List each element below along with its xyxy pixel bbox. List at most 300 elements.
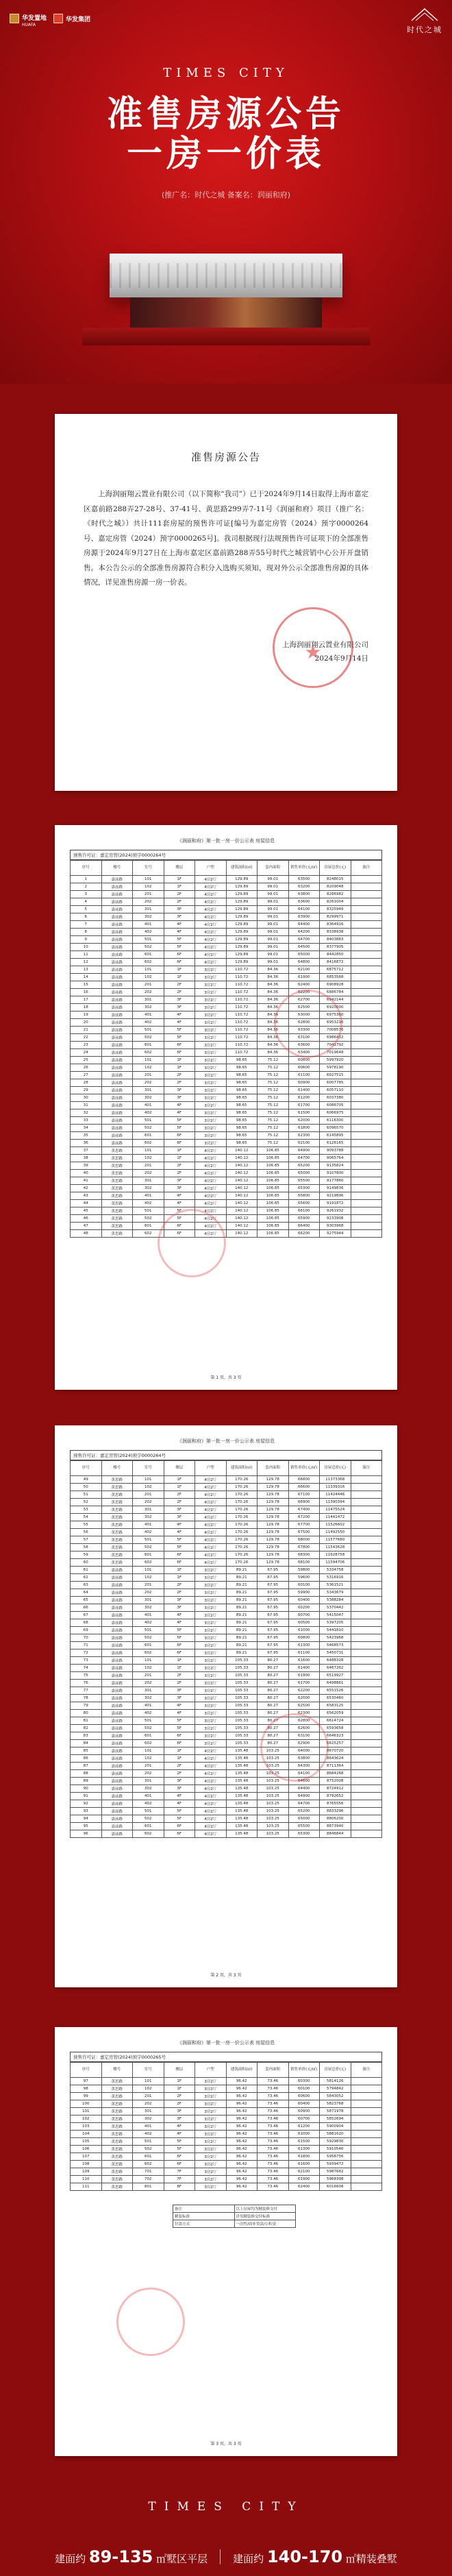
table-row <box>71 1627 382 1634</box>
table-cell: 96.42 <box>226 2093 258 2100</box>
table-cell: 80 <box>71 1710 102 1717</box>
table-cell: 62300 <box>288 1710 320 1717</box>
table-cell: 98.65 <box>226 1125 258 1132</box>
table-cell: 5814126 <box>320 2078 351 2085</box>
table-cell: 4房2厅 <box>195 1230 227 1238</box>
table-cell: 6886784 <box>320 989 351 996</box>
table-cell: 64100 <box>288 1770 320 1778</box>
table-cell: 嘉前路 <box>101 1634 133 1642</box>
table-cell: 105 <box>71 2138 102 2146</box>
table-cell: 3房2厅 <box>195 1702 227 1710</box>
price-table <box>70 1460 382 1838</box>
column-header: 备注 <box>351 2063 382 2078</box>
spec-suffix: ㎡精装叠墅 <box>345 2553 397 2565</box>
table-cell: 102 <box>133 1484 164 1491</box>
table-cell: 63 <box>71 1582 102 1589</box>
table-cell <box>351 2153 382 2161</box>
table-cell: 6F <box>164 1230 195 1238</box>
spec-prefix: 建面约 <box>55 2553 86 2565</box>
table-cell: 135.48 <box>226 1747 258 1755</box>
table-row <box>71 1710 382 1717</box>
table-cell: 59600 <box>288 1574 320 1582</box>
table-cell: 3房2厅 <box>195 1574 227 1582</box>
table-cell: 80.27 <box>258 1732 289 1740</box>
table-cell: 6986432 <box>320 1034 351 1042</box>
table-cell: 嘉前路 <box>101 876 133 883</box>
table-cell: 60600 <box>288 1064 320 1072</box>
table-cell: 73.46 <box>258 2146 289 2153</box>
table-cell: 嘉前路 <box>101 1619 133 1627</box>
table-cell: 67.95 <box>258 1634 289 1642</box>
table-cell: 61800 <box>288 2153 320 2161</box>
table-cell: 73 <box>71 1657 102 1665</box>
table-cell: 8209048 <box>320 883 351 891</box>
table-cell: 4F <box>164 1529 195 1536</box>
table-row <box>71 1770 382 1778</box>
table-cell: 106.85 <box>258 1215 289 1223</box>
table-cell: 5F <box>164 1544 195 1551</box>
table-cell: 黄思路 <box>101 2131 133 2138</box>
table-cell <box>351 1612 382 1619</box>
table-row <box>71 1192 382 1200</box>
table-cell: 6096570 <box>320 1125 351 1132</box>
table-cell: 129.89 <box>226 921 258 929</box>
price-sheet-page-2 <box>55 1425 397 1987</box>
table-cell: 62200 <box>288 1687 320 1695</box>
table-cell: 3房2厅 <box>195 2168 227 2176</box>
table-cell <box>351 1808 382 1815</box>
table-cell: 黄思路 <box>101 1491 133 1499</box>
table-cell: 402 <box>133 2131 164 2138</box>
table-row <box>71 1763 382 1770</box>
table-cell: 3房2厅 <box>195 2138 227 2146</box>
table-cell: 110.72 <box>226 1004 258 1011</box>
table-cell <box>351 1049 382 1057</box>
table-cell: 4F <box>164 1702 195 1710</box>
table-cell: 5361521 <box>320 1582 351 1589</box>
table-cell: 3房2厅 <box>195 1087 227 1094</box>
table-row <box>71 2146 382 2153</box>
table-cell: 62200 <box>288 989 320 996</box>
table-cell: 5F <box>164 1027 195 1034</box>
table-cell: 61100 <box>288 1072 320 1079</box>
spec-villa <box>233 2547 397 2566</box>
table-cell: 86 <box>71 1755 102 1763</box>
table-cell: 84.36 <box>258 974 289 981</box>
table-cell: 6086705 <box>320 1102 351 1109</box>
table-cell: 202 <box>133 2100 164 2108</box>
table-cell <box>351 1747 382 1755</box>
table-cell: 嘉前路 <box>101 1680 133 1687</box>
table-cell: 5450731 <box>320 1649 351 1657</box>
table-row <box>71 1207 382 1215</box>
table-cell: 102 <box>133 974 164 981</box>
table-row <box>71 1049 382 1057</box>
table-cell <box>351 1170 382 1177</box>
table-cell: 61700 <box>288 1102 320 1109</box>
table-cell: 嘉前路 <box>101 1019 133 1027</box>
table-cell: 102 <box>71 2115 102 2123</box>
table-cell: 嘉前路 <box>101 898 133 906</box>
table-cell: 嘉前路 <box>101 1589 133 1597</box>
table-cell: 129.78 <box>258 1506 289 1514</box>
table-cell: 3房2厅 <box>195 1582 227 1589</box>
table-cell: 75.12 <box>258 1140 289 1147</box>
table-cell: 嘉前路 <box>101 1004 133 1011</box>
table-cell <box>351 1079 382 1087</box>
table-cell: 68 <box>71 1619 102 1627</box>
table-cell: 129.78 <box>258 1521 289 1529</box>
table-cell: 61800 <box>288 1125 320 1132</box>
table-cell: 31 <box>71 1102 102 1109</box>
logo-name: 华发置地 <box>22 15 47 22</box>
table-cell <box>351 1665 382 1672</box>
table-cell: 3房2厅 <box>195 2146 227 2153</box>
table-cell: 501 <box>133 1117 164 1125</box>
table-cell: 96.42 <box>226 2168 258 2176</box>
table-cell: 65500 <box>288 1177 320 1185</box>
table-cell: 502 <box>133 1034 164 1042</box>
table-cell: 3房2厅 <box>195 1619 227 1627</box>
table-cell: 5978190 <box>320 1064 351 1072</box>
table-row <box>71 1072 382 1079</box>
table-cell <box>351 2183 382 2191</box>
table-cell: 66100 <box>288 1207 320 1215</box>
column-header: 序号 <box>71 1461 102 1476</box>
table-cell: 106 <box>71 2146 102 2153</box>
table-cell: 99.01 <box>258 891 289 898</box>
table-cell: 3房2厅 <box>195 989 227 996</box>
table-cell: 23 <box>71 1042 102 1049</box>
table-cell <box>351 1544 382 1551</box>
table-cell: 黄思路 <box>101 2093 133 2100</box>
table-cell <box>351 1087 382 1094</box>
table-row <box>71 1087 382 1094</box>
table-cell: 52 <box>71 1499 102 1506</box>
table-cell: 103.25 <box>258 1747 289 1755</box>
table-cell: 129.78 <box>258 1491 289 1499</box>
table-cell: 3房2厅 <box>195 1717 227 1725</box>
table-cell: 3房2厅 <box>195 1004 227 1011</box>
table-cell: 5468573 <box>320 1642 351 1649</box>
table-cell: 2F <box>164 1491 195 1499</box>
table-cell: 67700 <box>288 1521 320 1529</box>
table-cell: 6F <box>164 1042 195 1049</box>
table-cell: 73.46 <box>258 2085 289 2093</box>
table-cell: 73.46 <box>258 2131 289 2138</box>
table-cell: 9261932 <box>320 1207 351 1215</box>
table-cell: 80.27 <box>258 1710 289 1717</box>
table-cell: 7019648 <box>320 1049 351 1057</box>
table-cell: 3房2厅 <box>195 1057 227 1064</box>
table-row <box>71 1800 382 1808</box>
table-cell: 3房2厅 <box>195 1740 227 1747</box>
table-cell: 3F <box>164 1604 195 1612</box>
table-cell: 135.48 <box>226 1778 258 1785</box>
table-cell: 401 <box>133 1102 164 1109</box>
table-cell: 4房2厅 <box>195 951 227 959</box>
table-cell: 6027515 <box>320 1072 351 1079</box>
table-cell: 嘉前路 <box>101 1117 133 1125</box>
table-cell: 67 <box>71 1612 102 1619</box>
note-cell: 一次性/商业贷款/公积金 <box>234 2220 296 2228</box>
table-cell: 62 <box>71 1574 102 1582</box>
table-cell: 129.78 <box>258 1559 289 1567</box>
table-cell: 65 <box>71 1597 102 1604</box>
table-cell: 黄思路 <box>101 2108 133 2115</box>
table-cell: 黄思路 <box>101 1192 133 1200</box>
table-cell: 4房2厅 <box>195 959 227 966</box>
table-cell: 4F <box>164 2123 195 2131</box>
table-cell: 5388284 <box>320 1597 351 1604</box>
table-cell <box>351 1125 382 1132</box>
table-cell: 黄思路 <box>101 1559 133 1567</box>
table-row <box>71 898 382 906</box>
table-cell: 2F <box>164 1582 195 1589</box>
table-row <box>71 1200 382 1207</box>
table-cell: 65300 <box>288 1830 320 1838</box>
table-cell: 62300 <box>288 1132 320 1140</box>
table-cell: 3房2厅 <box>195 1649 227 1657</box>
table-cell: 103.25 <box>258 1770 289 1778</box>
table-cell: 96 <box>71 1830 102 1838</box>
table-cell: 4房2厅 <box>195 1529 227 1536</box>
table-cell <box>351 1207 382 1215</box>
table-cell: 75.12 <box>258 1079 289 1087</box>
table-cell: 84.36 <box>258 1019 289 1027</box>
table-cell: 84.36 <box>258 966 289 974</box>
table-cell: 61400 <box>288 1087 320 1094</box>
table-cell: 黄思路 <box>101 1162 133 1170</box>
table-cell <box>351 1109 382 1117</box>
table-cell: 302 <box>133 1604 164 1612</box>
table-cell: 62400 <box>288 981 320 989</box>
page-number: 第 3 页，共 3 页 <box>210 2442 242 2446</box>
table-cell: 36 <box>71 1140 102 1147</box>
table-cell: 嘉前路 <box>101 1072 133 1079</box>
table-cell: 黄思路 <box>101 2100 133 2108</box>
table-cell: 8364916 <box>320 921 351 929</box>
permit-number: 预售许可证：嘉定房管(2024)预字0000265号 <box>70 2052 382 2062</box>
table-cell: 301 <box>133 906 164 913</box>
table-cell: 89.21 <box>226 1604 258 1612</box>
table-cell: 4房2厅 <box>195 1544 227 1551</box>
table-cell <box>351 1770 382 1778</box>
table-cell: 73.46 <box>258 2161 289 2168</box>
table-row <box>71 1597 382 1604</box>
table-cell: 5334758 <box>320 1567 351 1574</box>
table-cell: 3房2厅 <box>195 2131 227 2138</box>
table-row <box>71 1223 382 1230</box>
table-row <box>71 2153 382 2161</box>
hero-banner <box>0 0 452 384</box>
table-cell <box>351 1755 382 1763</box>
table-cell: 4房2厅 <box>195 1514 227 1521</box>
table-cell: 702 <box>133 2176 164 2183</box>
table-cell: 170.26 <box>226 1521 258 1529</box>
table-cell: 202 <box>133 1170 164 1177</box>
table-cell: 68300 <box>288 1551 320 1559</box>
table-cell: 89.21 <box>226 1567 258 1574</box>
table-cell: 135.48 <box>226 1770 258 1778</box>
table-cell: 6F <box>164 1823 195 1830</box>
table-cell: 64500 <box>288 944 320 951</box>
table-cell: 6908928 <box>320 981 351 989</box>
table-cell: 嘉前路 <box>101 1747 133 1755</box>
table-cell: 3房2厅 <box>195 2183 227 2191</box>
table-cell: 601 <box>133 1042 164 1049</box>
table-cell: 98 <box>71 2085 102 2093</box>
table-cell: 5823768 <box>320 2100 351 2108</box>
table-cell: 89.21 <box>226 1582 258 1589</box>
table-cell: 170.26 <box>226 1551 258 1559</box>
table-cell: 4房2厅 <box>195 1536 227 1544</box>
table-cell: 4F <box>164 1109 195 1117</box>
table-cell: 302 <box>133 1514 164 1521</box>
table-cell: 402 <box>133 1529 164 1536</box>
spec-prefix: 建面约 <box>233 2553 264 2565</box>
table-cell: 62900 <box>288 1740 320 1747</box>
table-cell: 9093788 <box>320 1147 351 1155</box>
table-cell: 3房2厅 <box>195 1567 227 1574</box>
table-cell <box>351 1559 382 1567</box>
table-cell: 75.12 <box>258 1072 289 1079</box>
table-row <box>71 1642 382 1649</box>
table-cell <box>351 1785 382 1793</box>
table-cell: 5900904 <box>320 2123 351 2131</box>
table-cell <box>351 906 382 913</box>
table-cell: 67.95 <box>258 1627 289 1634</box>
table-cell: 84.36 <box>258 989 289 996</box>
table-cell: 89.21 <box>226 1649 258 1657</box>
table-cell: 5F <box>164 1717 195 1725</box>
table-cell: 84.36 <box>258 1042 289 1049</box>
table-cell: 6953216 <box>320 1019 351 1027</box>
table-cell: 16 <box>71 989 102 996</box>
table-cell: 98.65 <box>226 1094 258 1102</box>
table-cell: 401 <box>133 1521 164 1529</box>
table-cell: 110.72 <box>226 1027 258 1034</box>
table-cell: 4F <box>164 1619 195 1627</box>
table-cell: 170.26 <box>226 1514 258 1521</box>
table-cell: 401 <box>133 1192 164 1200</box>
table-cell: 201 <box>133 1072 164 1079</box>
table-cell: 22 <box>71 1034 102 1042</box>
table-cell: 8792652 <box>320 1793 351 1800</box>
table-cell: 101 <box>133 1057 164 1064</box>
table-cell: 嘉前路 <box>101 1785 133 1793</box>
table-cell: 98.65 <box>226 1072 258 1079</box>
table-cell: 8833296 <box>320 1808 351 1815</box>
table-cell: 17 <box>71 996 102 1004</box>
table-cell: 3房2厅 <box>195 1034 227 1042</box>
table-row <box>71 1815 382 1823</box>
table-cell: 95 <box>71 1823 102 1830</box>
house-outline-icon <box>410 7 439 22</box>
table-cell: 11 <box>71 951 102 959</box>
table-cell: 62500 <box>288 1702 320 1710</box>
table-cell: 4房2厅 <box>195 1223 227 1230</box>
table-cell: 4F <box>164 1710 195 1717</box>
table-cell: 65800 <box>288 1192 320 1200</box>
table-row <box>71 1559 382 1567</box>
table-cell: 5F <box>164 936 195 944</box>
table-cell: 6057110 <box>320 1087 351 1094</box>
table-cell: 黄思路 <box>101 1514 133 1521</box>
table-cell: 11543628 <box>320 1544 351 1551</box>
table-cell <box>351 2085 382 2093</box>
table-cell: 3房2厅 <box>195 1094 227 1102</box>
note-row <box>173 2213 296 2220</box>
table-cell: 63200 <box>288 883 320 891</box>
table-cell: 嘉前路 <box>101 1649 133 1657</box>
table-cell: 84.36 <box>258 996 289 1004</box>
table-cell: 63600 <box>288 898 320 906</box>
table-cell: 4房2厅 <box>195 1830 227 1838</box>
table-row <box>71 1830 382 1838</box>
table-cell: 98.65 <box>226 1057 258 1064</box>
table-cell <box>351 1800 382 1808</box>
table-cell: 19 <box>71 1011 102 1019</box>
table-cell <box>351 1627 382 1634</box>
table-row <box>71 1506 382 1514</box>
table-cell: 80.27 <box>258 1702 289 1710</box>
table-cell: 8873940 <box>320 1823 351 1830</box>
table-cell: 501 <box>133 1536 164 1544</box>
table-cell: 87 <box>71 1763 102 1770</box>
table-cell: 3F <box>164 1785 195 1793</box>
table-cell: 302 <box>133 2115 164 2123</box>
table-cell: 129.78 <box>258 1551 289 1559</box>
table-row <box>71 1132 382 1140</box>
table-cell: 129.89 <box>226 898 258 906</box>
table-cell: 129.89 <box>226 906 258 913</box>
table-cell: 3房2厅 <box>195 1140 227 1147</box>
table-cell: 嘉前路 <box>101 1732 133 1740</box>
table-cell: 75.12 <box>258 1125 289 1132</box>
column-header: 房屋总价(元) <box>320 861 351 876</box>
table-row <box>71 913 382 921</box>
table-cell: 302 <box>133 1785 164 1793</box>
table-row <box>71 1589 382 1597</box>
table-cell: 2F <box>164 989 195 996</box>
table-cell: 140.12 <box>226 1170 258 1177</box>
table-cell: 201 <box>133 2093 164 2100</box>
table-cell: 202 <box>133 989 164 996</box>
table-cell: 129.78 <box>258 1536 289 1544</box>
table-cell: 129.78 <box>258 1529 289 1536</box>
table-cell <box>351 1529 382 1536</box>
table-cell: 11475524 <box>320 1506 351 1514</box>
table-cell: 嘉前路 <box>101 1027 133 1034</box>
table-cell: 6F <box>164 1649 195 1657</box>
table-cell: 140.12 <box>226 1162 258 1170</box>
table-cell: 84.36 <box>258 1049 289 1057</box>
table-cell: 3房2厅 <box>195 1634 227 1642</box>
table-cell: 4房2厅 <box>195 891 227 898</box>
table-cell: 1F <box>164 1147 195 1155</box>
table-cell: 53 <box>71 1506 102 1514</box>
table-cell: 66800 <box>288 1476 320 1484</box>
table-cell: 3房2厅 <box>195 1732 227 1740</box>
table-cell: 5958756 <box>320 2153 351 2161</box>
table-cell: 5F <box>164 1207 195 1215</box>
table-cell: 3房2厅 <box>195 1725 227 1732</box>
table-cell: 9135824 <box>320 1162 351 1170</box>
table-cell: 1F <box>164 966 195 974</box>
table-cell: 89.21 <box>226 1619 258 1627</box>
table-cell: 8846844 <box>320 1830 351 1838</box>
